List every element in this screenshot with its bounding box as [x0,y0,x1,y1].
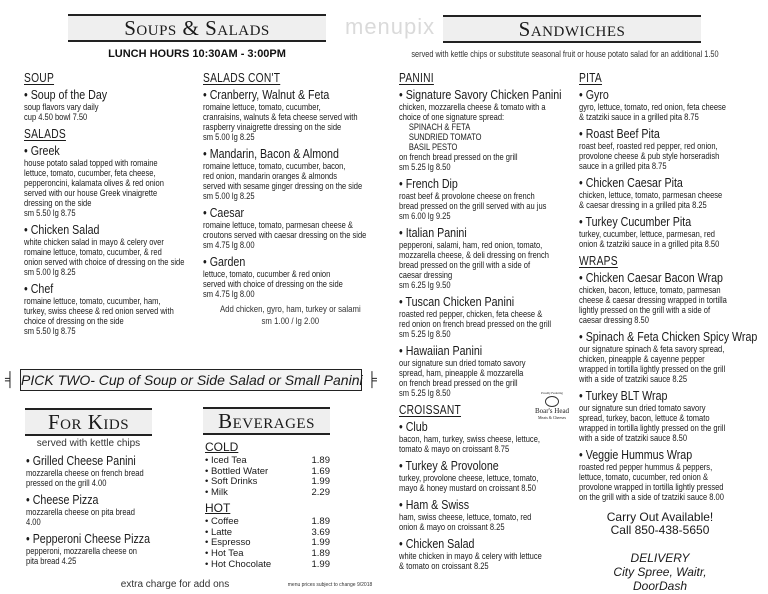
menu-item-description: choice of one signature spread: [399,112,505,122]
menu-item-name: • Grilled Cheese Panini [26,453,136,468]
menu-item-description: on french bread pressed on the grill [399,152,518,162]
menu-item-description: mayo & honey mustard on croissant 8.50 [399,483,536,493]
menu-item-name: • Club [399,419,428,434]
menu-item-description: with a side of tzatziki sauce 8.25 [579,374,688,384]
menu-item-name: • Pepperoni Cheese Pizza [26,531,151,546]
menu-item-description: choice of dressing on the side [24,316,124,326]
menu-item-name: • Garden [203,254,246,269]
menu-item-name: • Italian Panini [399,225,467,240]
menu-item [399,498,530,532]
menu-item-description: raspberry vinaigrette dressing on the side [203,122,342,132]
menu-item-name: • Ham & Swiss [399,497,470,512]
note-line: sm 1.00 / lg 2.00 [261,316,320,327]
menu-item [26,493,196,527]
watermark: menupix [345,14,436,39]
beverage-name: • Espresso [205,537,251,549]
menu-item-description: croutons served with caesar dressing on the side [203,230,367,240]
menu-item-description: & tomato on croissant 8.25 [399,561,489,571]
menu-item-description: mozzarella cheese on french bread [26,468,144,478]
soups-column [24,71,202,341]
menu-item-description: mozzarella cheese, & deli dressing on french [399,250,549,260]
beverage-price: 1.99 [311,476,330,488]
menu-item-description: dressing on the side [24,198,92,208]
menu-item [579,88,764,122]
menu-item-name: • Veggie Hummus Wrap [579,447,693,462]
menu-item-description: romaine lettuce, tomato, cucumber, ham, [24,296,161,306]
menu-item-name: • Signature Savory Chicken Panini [399,87,562,102]
menu-item-description: romaine lettuce, tomato, cucumber, & red [24,247,162,257]
menu-item-description: soup flavors vary daily [24,102,99,112]
cold-heading: COLD [205,440,239,454]
menu-item-description: our signature sun dried tomato savory [399,358,526,368]
menu-item-description: cup 4.50 bowl 7.50 [24,112,88,122]
menu-item-name: • Roast Beef Pita [579,126,660,141]
menu-item [203,255,378,299]
menu-item-description: pressed on the grill 4.00 [26,478,107,488]
menu-item-description: chicken, lettuce, tomato, parmesan cheese [579,190,723,200]
menu-item-name: • French Dip [399,176,458,191]
menu-item-description: gyro, lettuce, tomato, red onion, feta cheese [579,102,726,112]
menu-item-description: onion & tzatziki sauce in a grilled pita 8.50 [579,239,720,249]
section-heading: PITA [579,71,603,85]
menu-item [579,448,764,502]
menu-item [399,225,549,290]
menu-item-name: • Caesar [203,205,245,220]
beverage-name: • Milk [205,487,228,499]
menu-item-description: sm 6.25 lg 9.50 [399,280,451,290]
menu-item-description: lettuce, tomato, cucumber, red onion & [579,472,708,482]
menu-item-description: white chicken in mayo & celery with lettuce [399,551,542,561]
menu-item [579,389,764,443]
menu-item-name: • Chef [24,281,54,296]
menu-item-description: pepperoni, salami, ham, red onion, tomato, [399,240,543,250]
boar-icon [545,396,559,407]
menu-item-description: lettuce, tomato, cucumber, feta cheese, [24,168,156,178]
beverage-name: • Latte [205,526,233,538]
menu-item-name: • Cranberry, Walnut & Feta [203,87,330,102]
menu-item [26,532,196,566]
soups-salads-header: Soups & Salads [68,14,326,42]
menu-item-description: onion served with choice of dressing on the side [24,257,185,267]
kids-note: served with kettle chips [36,438,141,449]
menu-item-description: mozzarella cheese on pita bread [26,507,135,517]
menu-item-name: • Tuscan Chicken Panini [399,294,515,309]
menu-item-description: spread, turkey, bacon, lettuce & tomato [579,413,710,423]
section-heading: SOUP [24,71,55,85]
spread-option: SPINACH & FETA [408,122,471,132]
menu-item-description: 4.00 [26,517,41,527]
menu-item-description: roast beef, roasted red pepper, red onion, [579,141,718,151]
menu-item-description: chicken, mozzarella cheese & tomato with a [399,102,546,112]
menu-item-description: red onion on french bread pressed on the grill [399,319,552,329]
lunch-hours: LUNCH HOURS 10:30AM - 3:00PM [108,48,286,60]
add-ons-note: extra charge for add ons [120,579,230,590]
ornament-left-icon: ╡ [5,371,15,387]
menu-item [399,458,539,493]
menu-item-description: sm 5.50 lg 8.75 [24,326,76,336]
menu-item-description: pita bread 4.25 [26,556,77,566]
beverage-name: • Hot Chocolate [205,558,272,570]
menu-item-description: sm 5.00 lg 8.25 [203,132,255,142]
kids-column [26,454,196,571]
spread-option: SUNDRIED TOMATO [408,132,482,142]
menu-item-description: sauce in a grilled pita 8.75 [579,161,667,171]
menu-item [579,330,764,384]
section-heading: SALADS CON'T [203,71,281,85]
menu-item-name: • Chicken Caesar Pita [579,175,683,190]
menu-item [399,536,542,571]
beverage-row [205,517,330,528]
menu-item-description: turkey, cucumber, lettuce, parmesan, red [579,229,715,239]
menu-item-name: • Hawaiian Panini [399,343,483,358]
beverage-price: 1.99 [311,558,330,570]
carry-out-text: Carry Out Available! [606,510,714,524]
menu-item-name: • Chicken Salad [399,536,475,551]
menu-item-name: • Turkey BLT Wrap [579,388,668,403]
menu-item-description: & caesar dressing in a grilled pita 8.25 [579,200,707,210]
spread-option: BASIL PESTO [408,142,458,152]
menu-item [203,88,378,142]
menu-item-description: caesar dressing [399,270,453,280]
section-heading: WRAPS [579,254,618,268]
beverage-name: • Bottled Water [205,465,269,477]
beverage-row [205,488,330,499]
menu-item-description: on the grill with a side of tzatziki sauce 8.00 [579,492,724,502]
menu-item-description: sm 5.25 lg 8.50 [399,388,451,398]
menu-item-description: on french bread pressed on the grill [399,378,518,388]
menu-item [579,176,764,210]
carry-out-info [585,511,735,537]
menu-item [24,223,202,277]
menu-item-description: caesar dressing 8.50 [579,315,649,325]
menu-item-description: our signature sun dried tomato savory [579,403,706,413]
menu-item [399,344,530,398]
note-line: Add chicken, gyro, ham, turkey or salami [219,304,361,315]
phone-number: Call 850-438-5650 [610,523,710,537]
menu-item-description: sm 5.25 lg 8.50 [399,162,451,172]
menu-item-description: wrapped in tortilla lightly pressed on the grill [579,423,726,433]
menu-item-description: with a side of tzatziki sauce 8.50 [579,433,688,443]
beverage-price: 3.69 [311,526,330,538]
beverage-price: 1.89 [311,515,330,527]
menu-item-description: onion & mayo on croissant 8.25 [399,522,505,532]
menu-item-description: sm 4.75 lg 8.00 [203,240,255,250]
section-heading: PANINI [399,71,434,85]
menu-item-description: chicken, bacon, lettuce, tomato, parmesan [579,285,721,295]
menu-item-name: • Mandarin, Bacon & Almond [203,146,339,161]
menu-item-description: roasted red pepper, chicken, feta cheese & [399,309,543,319]
menu-item-description: served with our house Greek vinaigrette [24,188,158,198]
beverage-name: • Hot Tea [205,547,244,559]
menu-item-description: served with sesame ginger dressing on the side [203,181,363,191]
menu-item-description: & tzatziki sauce in a grilled pita 8.75 [579,112,699,122]
menu-item [24,282,202,336]
menu-item-description: sm 5.50 lg 8.75 [24,208,76,218]
menu-item-name: • Soup of the Day [24,87,108,102]
menu-item-description: roast beef & provolone cheese on french [399,191,535,201]
menu-item-description: bread pressed on the grill with a side of [399,260,531,270]
menu-item-description: pepperoni, mozzarella cheese on [26,546,137,556]
menu-item [579,271,764,325]
menu-item [26,454,196,488]
beverage-price: 1.89 [311,547,330,559]
menu-item-description: cheese & caesar dressing wrapped in tortilla [579,295,727,305]
menu-item-description: turkey, provolone cheese, lettuce, tomato, [399,473,539,483]
prices-note: menu prices subject to change 9/2018 [287,582,373,588]
boars-head-logo: Proudly Featuring Boar's Head Meats & Cheeses [534,391,570,420]
menu-item-description: bacon, ham, turkey, swiss cheese, lettuce, [399,434,540,444]
for-kids-header: For Kids [25,408,152,436]
menu-item [203,147,378,201]
menu-item-description: served with choice of dressing on the side [203,279,343,289]
beverage-price: 1.99 [311,537,330,549]
delivery-title: DELIVERY [630,551,690,565]
menu-item [203,206,378,250]
menu-item-name: • Chicken Salad [24,222,100,237]
menu-item-description: romaine lettuce, tomato, cucumber, [203,102,321,112]
beverage-price: 1.69 [311,465,330,477]
menu-item-description: lettuce, tomato, cucumber & red onion [203,269,331,279]
menu-item [579,215,764,249]
menu-item [399,87,562,172]
menu-item [579,127,764,171]
menu-item-name: • Gyro [579,87,609,102]
menu-item-description: romaine lettuce, tomato, cucumber, bacon, [203,161,346,171]
menu-item-description: sm 5.00 lg 8.25 [203,191,255,201]
beverage-name: • Soft Drinks [205,476,258,488]
menu-item-name: • Greek [24,143,60,158]
pita-wraps-column [579,71,764,507]
menu-item-description: pepperoncini, kalamata olives & red onion [24,178,164,188]
menu-item-description: sm 4.75 lg 8.00 [203,289,255,299]
menu-item-description: white chicken salad in mayo & celery over [24,237,164,247]
menu-item [399,176,547,221]
section-heading: CROISSANT [399,403,462,417]
menu-item-description: turkey, swiss cheese & red onion served with [24,306,174,316]
menu-item [399,419,540,454]
menu-item-description: sm 5.00 lg 8.25 [24,267,76,277]
menu-item-description: our signature spinach & feta savory spread, [579,344,725,354]
menu-item-name: • Cheese Pizza [26,492,99,507]
sandwiches-note: served with kettle chips or substitute seasonal fruit or house potato salad for an additional 1.50 [411,49,719,59]
pick-two-banner: PICK TWO- Cup of Soup or Side Salad or Small Panini [20,369,362,391]
beverages-header: Beverages [203,407,330,435]
delivery-info [585,551,735,593]
sandwiches-header: Sandwiches [443,15,701,43]
beverage-price: 1.89 [311,455,330,466]
salads-continued-column [203,71,378,328]
delivery-services: City Spree, Waitr, DoorDash [613,565,707,593]
menu-item-description: romaine lettuce, tomato, parmesan cheese & [203,220,353,230]
beverage-price: 2.29 [311,487,330,499]
menu-item-description: chicken, pineapple & cayenne pepper [579,354,705,364]
menu-item-name: • Turkey Cucumber Pita [579,214,692,229]
menu-item-description: cranraisins, walnuts & feta cheese served with [203,112,358,122]
menu-item-description: provolone wrapped in tortilla lightly pressed [579,482,724,492]
section-heading: SALADS [24,127,66,141]
menu-item-description: bread pressed on the grill served with au jus [399,201,547,211]
hot-heading: HOT [205,500,231,515]
menu-item-description: sm 6.00 lg 9.25 [399,211,451,221]
menu-item [24,144,202,218]
menu-item-name: • Spinach & Feta Chicken Spicy Wrap [579,329,758,344]
menu-item-name: • Turkey & Provolone [399,458,499,473]
menu-item-description: house potato salad topped with romaine [24,158,158,168]
ornament-right-icon: ╞ [367,371,377,387]
beverage-name: • Iced Tea [205,455,247,466]
menu-item [24,88,202,122]
menu-item-description: wrapped in tortilla lightly pressed on the grill [579,364,726,374]
menu-item-description: provolone cheese & pub style horseradish [579,151,720,161]
beverage-row [205,560,330,571]
menu-item-description: roasted red pepper hummus & peppers, [579,462,713,472]
menu-item-description: ham, swiss cheese, lettuce, tomato, red [399,512,532,522]
menu-item-description: spread, ham, pineapple & mozzarella [399,368,524,378]
menu-item-description: lightly pressed on the grill with a side of [579,305,711,315]
menu-item-description: sm 5.25 lg 8.50 [399,329,451,339]
menu-item [399,294,552,339]
beverages-list [205,438,335,570]
add-on-note [203,304,378,328]
menu-item-description: tomato & mayo on croissant 8.75 [399,444,510,454]
beverage-name: • Coffee [205,515,239,527]
menu-item-name: • Chicken Caesar Bacon Wrap [579,270,723,285]
menu-item-description: red onion, mandarin oranges & almonds [203,171,338,181]
